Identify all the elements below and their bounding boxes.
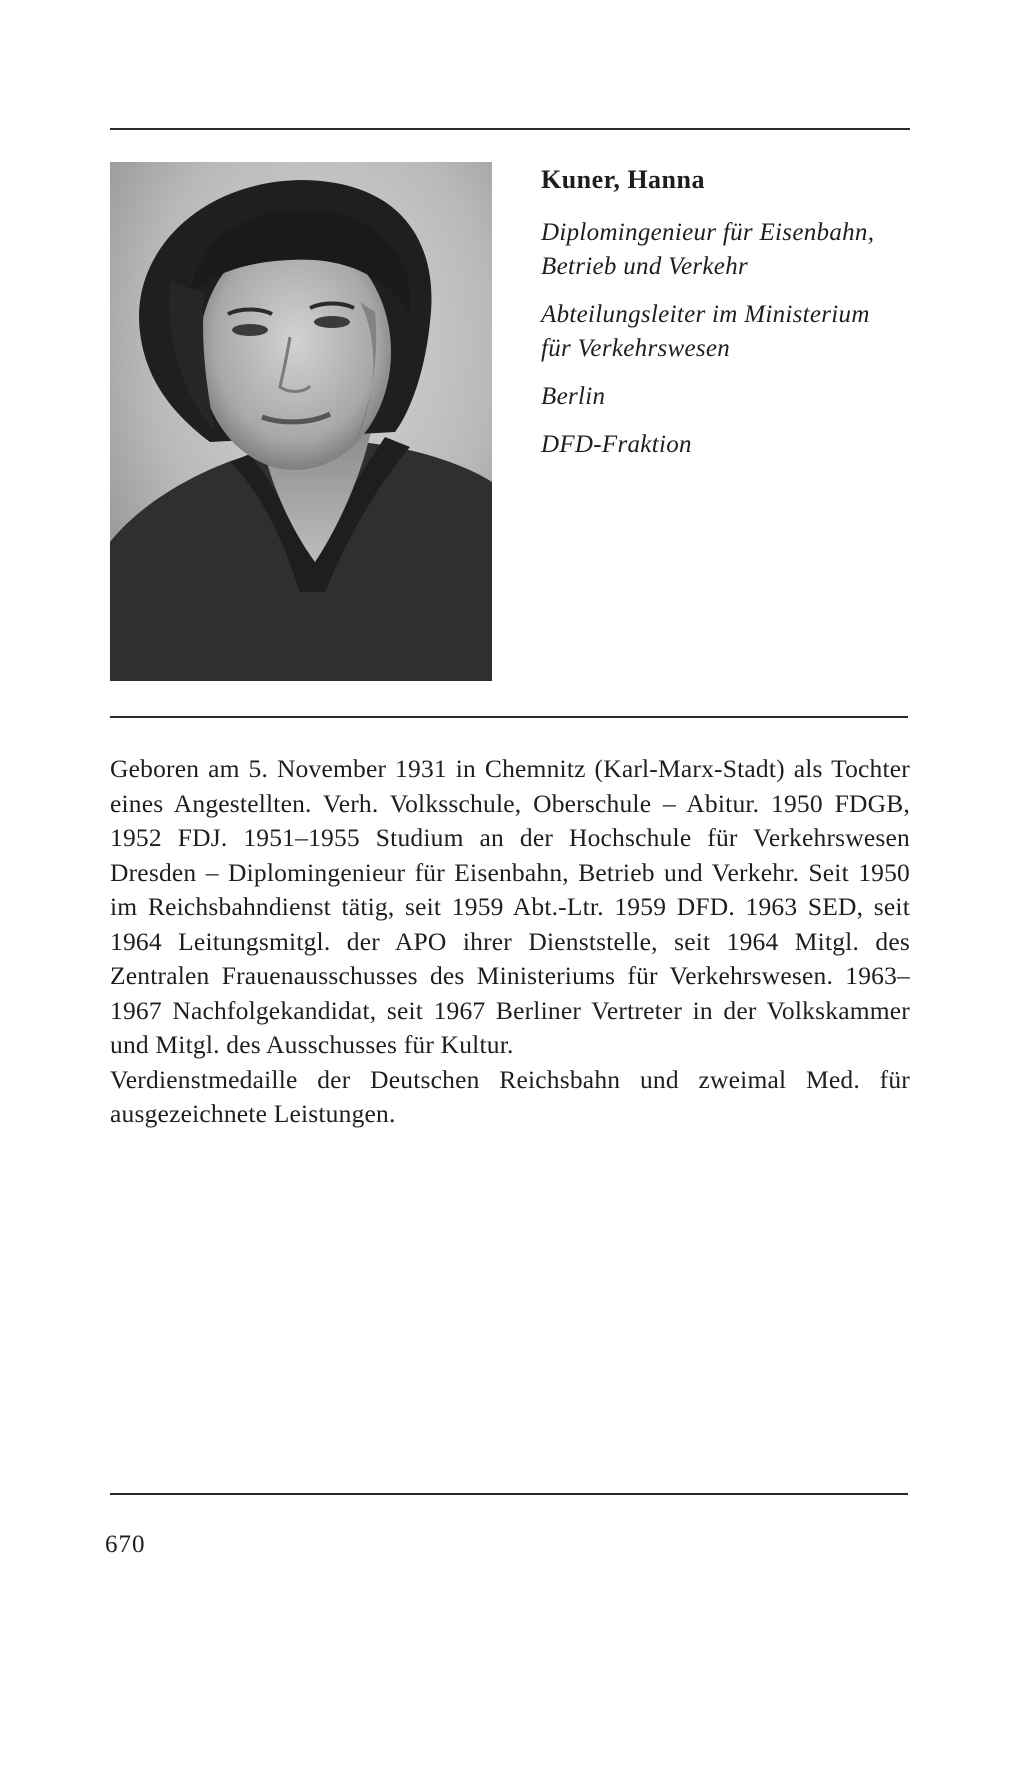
role-title-line-1: Diplomingenieur für Eisenbahn,	[541, 219, 875, 246]
entry-header	[541, 162, 921, 476]
biography-paragraph-1: Geboren am 5. November 1931 in Chemnitz (Karl-Marx-Stadt) als Tochter eines Angestellten. Verh. Volksschule, Oberschule – Abitur. 1950 FDGB, 1952 FDJ. 1951–1955 Studium an der Hochschule für Verkehrswesen Dresden – Diplomingenieur für Eisenbahn, Betrieb und Verkehr. Seit 1950 im Reichsbahndienst tätig, seit 1959 Abt.-Ltr. 1959 DFD. 1963 SED, seit 1964 Leitungsmitgl. der APO ihrer Dienststelle, seit 1964 Mitgl. des Zentralen Frauenausschusses des Ministeriums für Verkehrswesen. 1963–1967 Nachfolgekandidat, seit 1967 Berliner Vertreter in der Volkskammer und Mitgl. des Ausschusses für Kultur.	[110, 754, 910, 1059]
position-line-2: für Verkehrswesen	[541, 335, 731, 362]
top-rule	[110, 128, 910, 130]
position-line-1: Abteilungsleiter im Ministerium	[541, 301, 870, 328]
page-number: 670	[105, 1531, 146, 1558]
portrait-photo	[110, 162, 492, 681]
biography-paragraph-2: Verdienstmedaille der Deutschen Reichsbahn und zweimal Med. für ausgezeichnete Leistungen.	[110, 1064, 910, 1128]
middle-rule	[110, 716, 908, 718]
city: Berlin	[541, 383, 606, 410]
role-title-line-2: Betrieb und Verkehr	[541, 253, 749, 280]
biography	[110, 752, 910, 1132]
bottom-rule	[110, 1493, 908, 1495]
person-name: Kuner, Hanna	[541, 165, 705, 194]
faction: DFD-Fraktion	[541, 431, 692, 458]
